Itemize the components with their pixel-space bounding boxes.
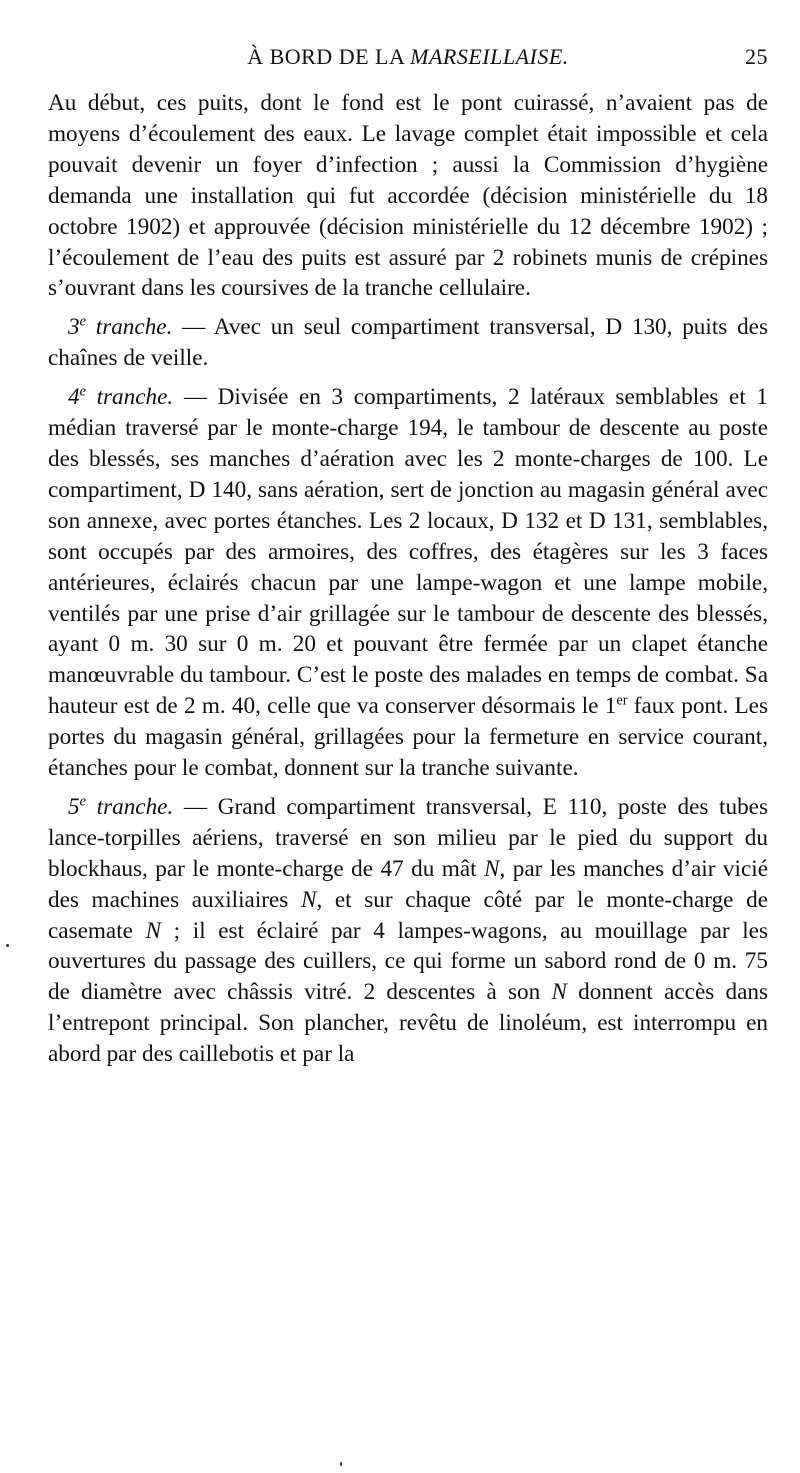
paragraph-tranche-4 — [48, 382, 768, 784]
section-lead-5 — [68, 794, 173, 820]
paragraph-tranche-3 — [48, 312, 768, 374]
paragraph-tranche-5-text-a: — Grand compartiment transversal, E 110, poste des tubes lance-torpilles aériens, traversé en son milieu par le pied du support du blockhaus, par le monte-charge de 47 du mât — [48, 793, 768, 882]
paragraph-tranche-5-text-c: , et sur chaque côté par le monte-charge de casemate — [48, 886, 768, 944]
paragraph-tranche-5-text-b: , par les manches d’air vicié des machines auxiliaires — [48, 855, 768, 913]
inline-superscript: er — [616, 692, 628, 709]
book-page — [48, 0, 768, 1473]
lead-superscript: e — [79, 793, 86, 810]
paper-speck — [6, 944, 9, 947]
section-lead-4 — [68, 384, 173, 410]
italic-n-mark: N — [551, 979, 567, 1006]
section-lead-3 — [68, 314, 172, 340]
paragraph-tranche-5-text-e: donnent accès dans l’entrepont principal. Son plancher, revêtu de linoléum, est interrompu en abord par des caillebotis et par la — [48, 979, 768, 1068]
paragraph-tranche-5-text-d: ; il est éclairé par 4 lampes-wagons, au mouillage par les ouvertures du passage des cuillers, ce qui forme un sabord rond de 0 m. 75 de diamètre avec châssis vitré. 2 descentes à son — [48, 917, 768, 1006]
lead-word: tranche. — [85, 384, 174, 411]
paragraph-tranche-4-text-a: — Divisée en 3 compartiments, 2 latéraux semblables et 1 médian traversé par le monte-charge 194, le tambour de descente au poste des blessés, ses manches d’aération avec les 2 monte-charges de 100. Le compartiment, D 140, sans aération, sert de jonction au magasin général avec son annexe, avec portes étanches. Les 2 locaux, D 132 et D 131, semblables, sont occupés par des armoires, des coffres, des étagères sur les 3 faces antérieures, éclairés chacun par une lampe-wagon et une lampe mobile, ventilés par une prise d’air grillagée sur le tambour de descente des blessés, ayant 0 m. 30 sur 0 m. 20 et pouvant être fermée par un clapet étanche manœuvrable du tambour. C’est le poste des malades en temps de combat. Sa hauteur est de 2 m. 40, celle que va conserver désormais le 1 — [48, 384, 768, 720]
paragraph-1 — [48, 88, 768, 304]
italic-n-mark: N — [484, 855, 500, 882]
page-number: 25 — [745, 44, 768, 69]
lead-word: tranche. — [85, 314, 173, 341]
paragraph-1-text: Au début, ces puits, dont le fond est le pont cuirassé, n’avaient pas de moyens d’écoulement des eaux. Le lavage complet était impossible et cela pouvait devenir un foyer d’infection ; aussi la Commission d’hygiène demanda une installation qui fut accordée (décision ministérielle du 18 octobre 1902) et approuvée (décision ministérielle du 12 décembre 1902) ; l’écoulement de l’eau des puits est assuré par 2 robinets munis de crépines s’ouvrant dans les coursives de la tranche cellulaire. — [48, 90, 768, 302]
lead-word: tranche. — [85, 793, 174, 820]
running-title — [48, 44, 768, 70]
running-title-prefix: À BORD DE LA — [247, 44, 411, 69]
running-title-ship-name: MARSEILLAISE. — [410, 44, 569, 69]
lead-number: 4 — [68, 384, 80, 411]
lead-number: 3 — [68, 314, 80, 341]
paragraph-tranche-5 — [48, 792, 768, 1070]
italic-n-mark: N — [300, 886, 317, 913]
lead-superscript: e — [79, 383, 86, 400]
paragraph-tranche-3-text: — Avec un seul compartiment transversal, D 130, puits des chaînes de veille. — [48, 314, 768, 372]
italic-n-mark: N — [145, 917, 162, 944]
lead-number: 5 — [68, 793, 80, 820]
paper-speck — [340, 1462, 342, 1466]
body-text — [48, 88, 768, 1078]
lead-superscript: e — [79, 313, 86, 330]
paragraph-tranche-4-text-b: faux pont. Les portes du magasin général, grillagées pour la fermeture en service courant, étanches pour le combat, donnent sur la tranche suivante. — [48, 693, 768, 782]
page-header — [48, 44, 768, 78]
